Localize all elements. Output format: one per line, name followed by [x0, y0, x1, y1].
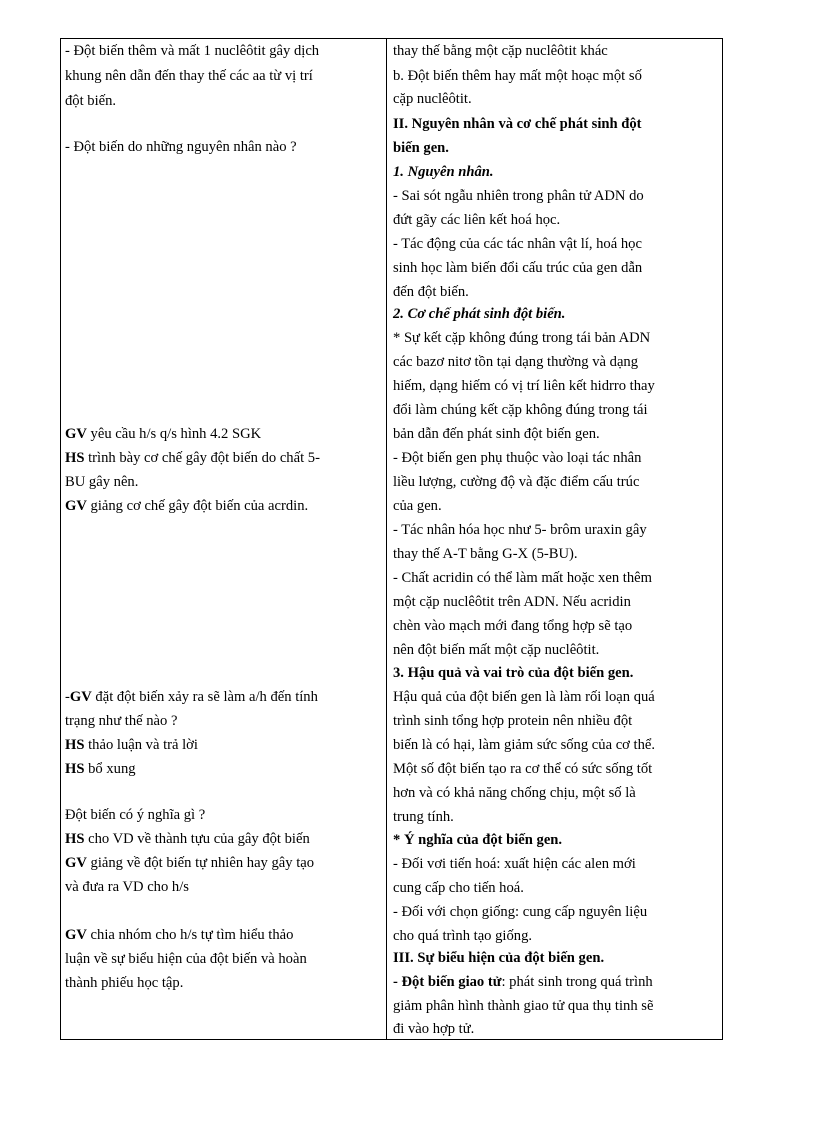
left-text: bổ xung: [84, 761, 136, 777]
right-line: chèn vào mạch mới đang tổng hợp sẽ tạo: [393, 618, 633, 634]
section-heading: II. Nguyên nhân và cơ chế phát sinh đột: [393, 116, 642, 132]
section-heading: 3. Hậu quả và vai trò của đột biến gen.: [393, 665, 634, 681]
left-text: giảng cơ chế gây đột biến của acrdin.: [86, 498, 309, 514]
gv-label: GV: [69, 689, 92, 705]
right-line: - Tác nhân hóa học như 5- brôm uraxin gây: [393, 522, 647, 538]
gv-label: GV: [65, 927, 87, 943]
right-line: đến đột biến.: [393, 284, 469, 300]
left-line: khung nên dẫn đến thay thế các aa từ vị trí: [65, 68, 313, 84]
left-text: chia nhóm cho h/s tự tìm hiểu thảo: [86, 927, 294, 943]
left-line: [65, 422, 261, 446]
right-line: liều lượng, cường độ và đặc điểm cấu trúc: [393, 474, 640, 490]
left-line: [65, 923, 293, 947]
hs-label: HS: [65, 831, 85, 847]
left-line: trạng như thế nào ?: [65, 713, 178, 729]
right-line: thay thế A-T bằng G-X (5-BU).: [393, 546, 578, 562]
left-text: giảng về đột biến tự nhiên hay gây tạo: [86, 855, 315, 871]
gv-label: GV: [65, 855, 87, 871]
right-line: nên đột biến mất một cặp nuclêôtit.: [393, 642, 600, 658]
section-heading: biến gen.: [393, 140, 449, 156]
right-line: trung tính.: [393, 809, 454, 825]
gamete-mutation-label: - Đột biến giao tử: [393, 974, 502, 990]
left-text: đặt đột biến xảy ra sẽ làm a/h đến tính: [91, 689, 318, 705]
right-line: cho quá trình tạo giống.: [393, 928, 533, 944]
left-line: và đưa ra VD cho h/s: [65, 879, 189, 895]
right-line: Hậu quả của đột biến gen là làm rối loạn quá: [393, 689, 655, 705]
gv-label: GV: [65, 426, 87, 442]
subsection-heading: 2. Cơ chế phát sinh đột biến.: [393, 306, 566, 322]
right-line: - Đối vơi tiến hoá: xuất hiện các alen mới: [393, 856, 636, 872]
section-heading: III. Sự biểu hiện của đột biến gen.: [393, 950, 605, 966]
right-line: hơn và có khả năng chống chịu, một số là: [393, 785, 636, 801]
section-heading: * Ý nghĩa của đột biến gen.: [393, 832, 563, 848]
right-text: : phát sinh trong quá trình: [501, 974, 653, 990]
left-text: thảo luận và trả lời: [84, 737, 198, 753]
right-line: một cặp nuclêôtit trên ADN. Nếu acridin: [393, 594, 631, 610]
content-column: [387, 39, 723, 1040]
right-line: * Sự kết cặp không đúng trong tái bản ADN: [393, 330, 651, 346]
subsection-heading: 1. Nguyên nhân.: [393, 164, 494, 180]
left-line: - Đột biến thêm và mất 1 nuclêôtit gây dịch: [65, 43, 320, 59]
left-line: [65, 685, 318, 709]
right-line: Một số đột biến tạo ra cơ thể có sức sống tốt: [393, 761, 653, 777]
hs-label: HS: [65, 761, 85, 777]
right-line: giảm phân hình thành giao tử qua thụ tinh sẽ: [393, 998, 654, 1014]
lesson-table: [60, 38, 723, 1040]
right-line: - Đột biến gen phụ thuộc vào loại tác nhân: [393, 450, 642, 466]
right-line: trình sinh tổng hợp protein nên nhiều đột: [393, 713, 633, 729]
gv-label: GV: [65, 498, 87, 514]
right-line: - Đối với chọn giống: cung cấp nguyên liệu: [393, 904, 648, 920]
left-line: - Đột biến do những nguyên nhân nào ?: [65, 139, 297, 155]
left-text: cho VD về thành tựu của gây đột biến: [84, 831, 310, 847]
hs-label: HS: [65, 450, 85, 466]
right-line: đứt gãy các liên kết hoá học.: [393, 212, 561, 228]
left-line: Đột biến có ý nghĩa gì ?: [65, 807, 206, 823]
left-line: thành phiếu học tập.: [65, 975, 184, 991]
right-line: - Tác động của các tác nhân vật lí, hoá học: [393, 236, 642, 252]
right-line: [393, 970, 653, 994]
left-line: đột biến.: [65, 93, 117, 109]
right-line: sinh học làm biến đổi cấu trúc của gen dẫn: [393, 260, 643, 276]
right-line: của gen.: [393, 498, 442, 514]
left-text: trình bày cơ chế gây đột biến do chất 5-: [84, 450, 320, 466]
right-line: - Sai sót ngẫu nhiên trong phân tử ADN do: [393, 188, 644, 204]
right-line: biến là có hại, làm giảm sức sống của cơ thể.: [393, 737, 656, 753]
table-row: [61, 39, 723, 1040]
right-line: b. Đột biến thêm hay mất một hoạc một số: [393, 68, 642, 84]
left-text: -: [65, 689, 70, 705]
right-line: đổi làm chúng kết cặp không đúng trong tái: [393, 402, 648, 418]
right-line: bản dẫn đến phát sinh đột biến gen.: [393, 426, 600, 442]
right-line: cung cấp cho tiến hoá.: [393, 880, 524, 896]
left-line: [65, 446, 320, 470]
right-line: các bazơ nitơ tồn tại dạng thường và dạng: [393, 354, 639, 370]
left-line: luận về sự biểu hiện của đột biến và hoàn: [65, 951, 307, 967]
left-line: [65, 851, 314, 875]
left-line: BU gây nên.: [65, 474, 139, 490]
teacher-student-activity-column: [61, 39, 387, 1040]
left-line: [65, 494, 308, 518]
left-line: [65, 827, 310, 851]
right-line: cặp nuclêôtit.: [393, 91, 472, 107]
left-line: [65, 733, 198, 757]
right-line: - Chất acridin có thể làm mất hoặc xen thêm: [393, 570, 652, 586]
left-text: yêu cầu h/s q/s hình 4.2 SGK: [86, 426, 262, 442]
right-line: hiếm, dạng hiếm có vị trí liên kết hidrro thay: [393, 378, 655, 394]
hs-label: HS: [65, 737, 85, 753]
right-line: thay thế bằng một cặp nuclêôtit khác: [393, 43, 608, 59]
left-line: [65, 757, 136, 781]
right-line: đi vào hợp tử.: [393, 1021, 475, 1037]
